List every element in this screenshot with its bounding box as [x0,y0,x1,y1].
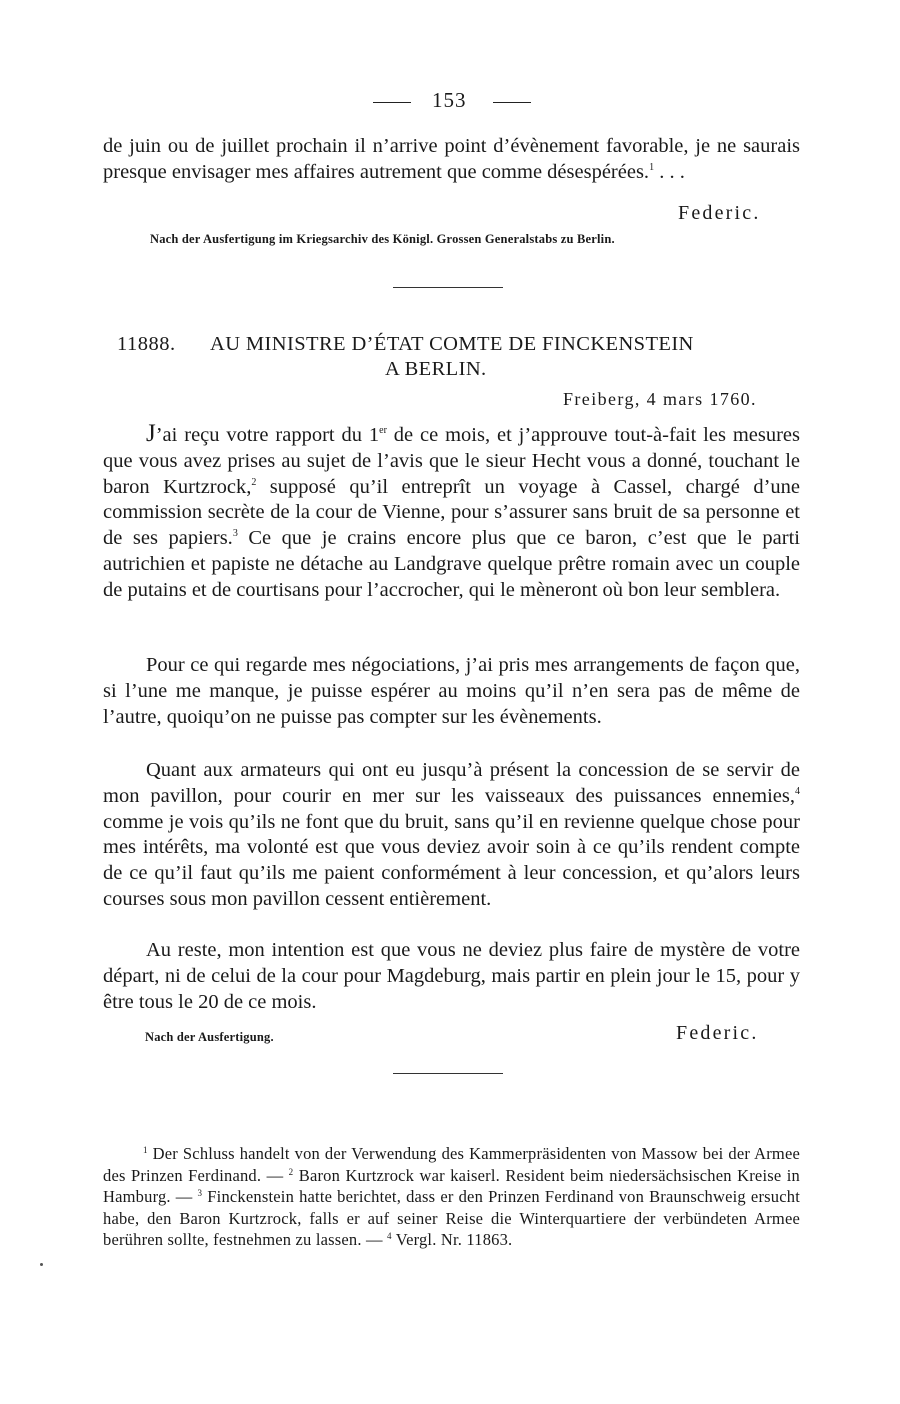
previous-letter-ending [103,134,800,186]
margin-speck [40,1263,43,1266]
letter-title-line1: AU MINISTRE D’ÉTAT COMTE DE FINCKENSTEIN [210,333,694,355]
footnote-2-text: Baron Kurtzrock war kaiserl. Resident beim niedersächsischen Kreise in Hamburg. — [103,1165,800,1207]
letter-signature: Federic. [676,1022,759,1044]
footnote-marker-3: 3 [197,1188,203,1199]
section-divider-top [393,287,503,288]
letter-paragraph-2: Pour ce qui regarde mes négociations, j’ai pris mes arrangements de façon que, si l’une me manque, je puisse espérer au moins qu’il n’en sera pas de même de l’autre, quoiqu’on ne puisse pas compter sur les évènements. [103,654,800,728]
previous-letter-signature: Federic. [678,202,761,224]
letter-paragraph-1 [103,421,800,604]
paragraph-1-text-b: de ce mois, et j’approuve tout-à-fait les mesures que vous avez prises au sujet de l’avis que le sieur Hecht vous a donné, touchant le baron Kurtzrock, [103,424,801,498]
footnote-ref-2: 2 [251,476,257,488]
footnotes [103,1143,800,1251]
page-number: 153 [432,88,467,112]
initial-letter: J [146,420,156,447]
header-dash-left [373,102,411,103]
footnote-ref-4: 4 [795,785,800,797]
letter-title-line2: A BERLIN. [385,358,487,380]
page-header [0,88,900,118]
paragraph-1-text-a: ’ai reçu votre rapport du 1 [155,424,380,446]
section-divider-bottom [393,1073,503,1074]
letter-number: 11888. [117,333,176,355]
previous-letter-text: de juin ou de juillet prochain il n’arrive point d’évènement favorable, je ne saurais presque envisager mes affaires autrement que comme désespérées. [103,135,800,183]
letter-dateline: Freiberg, 4 mars 1760. [563,389,757,409]
letter-paragraph-3 [103,758,800,913]
paragraph-3-text-b: comme je vois qu’ils ne font que du bruit, sans qu’il en revienne quelque chose pour mes intérêts, ma volonté est que vous deviez avoir soin à ce qu’ils rendent compte de ce qu’il faut qu’ils me paient conformément à leur concession, et qu’alors leurs courses sous mon pavillon cessent entièrement. [103,810,800,910]
ellipsis: . . . [654,160,685,183]
footnote-ref-1: 1 [649,161,655,173]
letter-source: Nach der Ausfertigung. [145,1030,274,1044]
paragraph-3-text-a: Quant aux armateurs qui ont eu jusqu’à présent la concession de se servir de mon pavillon, pour courir en mer sur les vaisseaux des puissances ennemies, [103,759,800,807]
previous-letter-source: Nach der Ausfertigung im Kriegsarchiv des Königl. Grossen Generalstabs zu Berlin. [150,232,615,246]
footnote-marker-1: 1 [143,1145,148,1155]
letter-paragraph-4: Au reste, mon intention est que vous ne deviez plus faire de mystère de votre départ, ni de celui de la cour pour Magdeburg, mais partir en plein jour le 15, pour y être tous le 20 de ce mois. [103,939,800,1013]
footnote-1-text: Der Schluss handelt von der Verwendung des Kammerpräsidenten von Massow bei der Armee des Prinzen Ferdinand. — [103,1144,800,1185]
header-dash-right [493,102,531,103]
footnote-ref-3: 3 [232,528,238,540]
paragraph-1-text-c: supposé qu’il entreprît un voyage à Cassel, chargé d’une commission secrète de la cour de Vienne, pour s’assurer sans bruit de sa personne et de ses papiers. [103,475,800,550]
footnote-marker-4: 4 [387,1231,392,1242]
footnote-3-text: Finckenstein hatte berichtet, dass er den Prinzen Ferdinand von Braunschweig ersucht habe, den Baron Kurtzrock, falls er auf seiner Reise die Winterquartiere der verbündeten Armee berühren sollte, festnehmen zu lassen. — [103,1187,800,1250]
footnote-4-text: Vergl. Nr. 11863. [391,1230,513,1250]
superscript-er: er [379,425,387,436]
paragraph-1-text-d: Ce que je crains encore plus que ce baron, c’est que le parti autrichien et papiste ne détache au Landgrave quelque prêtre romain avec un couple de putains et de courtisans pour l’accrocher, qui le mèneront où bon leur semblera. [103,527,800,601]
footnote-marker-2: 2 [288,1166,294,1177]
